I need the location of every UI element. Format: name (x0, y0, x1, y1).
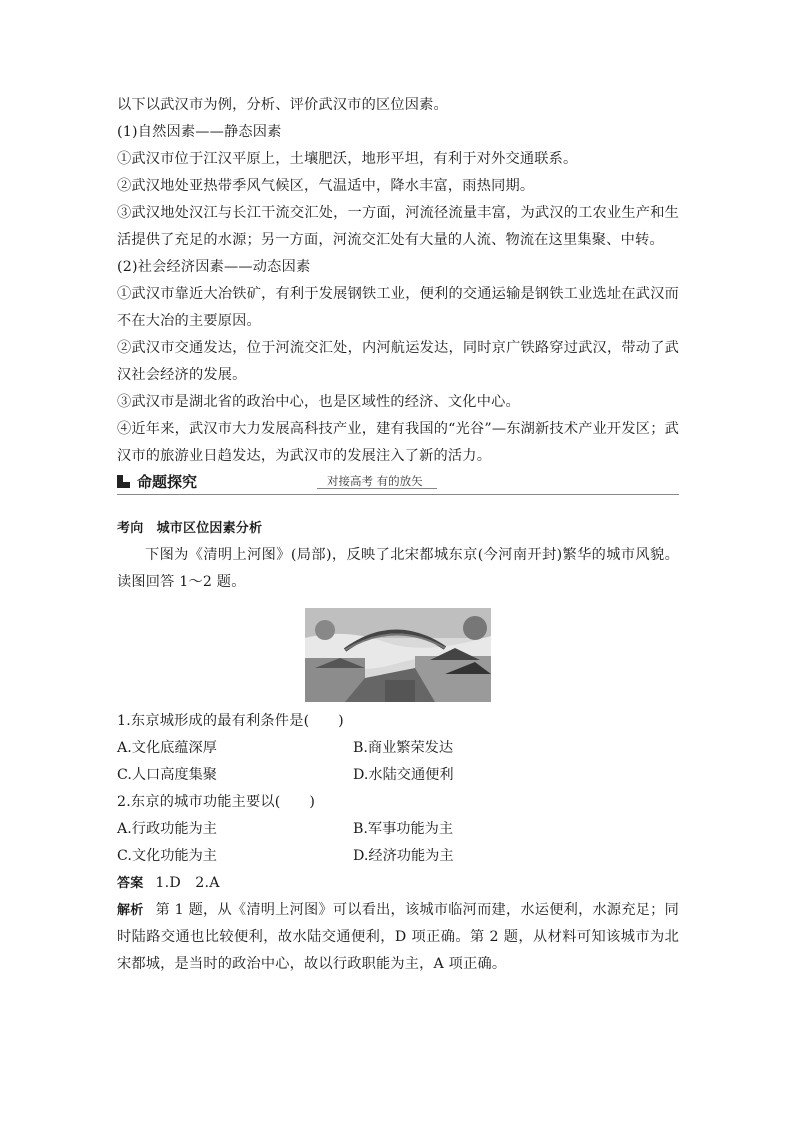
answer-line (117, 870, 679, 897)
q2-option-c[interactable]: C.文化功能为主 (117, 848, 217, 864)
q1-options-row-1 (117, 735, 679, 762)
q2-text: 2.东京的城市功能主要以( ) (117, 794, 316, 810)
social-item-2: ②武汉市交通发达，位于河流交汇处，内河航运发达，同时京广铁路穿过武汉，带动了武汉社会经济的发展。 (117, 340, 679, 383)
section-subtitle: 对接高考 有的放矢 (327, 474, 423, 488)
q1-option-b[interactable]: B.商业繁荣发达 (353, 740, 454, 756)
question-stem: 下图为《清明上河图》(局部)，反映了北宋都城东京(今河南开封)繁华的城市风貌。读图回答 1～2 题。 (117, 547, 679, 590)
social-item-1: ①武汉市靠近大冶铁矿，有利于发展钢铁工业，便利的交通运输是钢铁工业选址在武汉而不在大冶的主要原因。 (117, 286, 679, 329)
q2-option-a[interactable]: A.行政功能为主 (117, 821, 217, 837)
social-item-4: ④近年来，武汉市大力发展高科技产业，建有我国的“光谷”—东湖新技术产业开发区；武汉市的旅游业日趋发达，为武汉市的发展注入了新的活力。 (117, 421, 679, 464)
q1-options-row-2 (117, 762, 679, 789)
q1-option-d[interactable]: D.水陆交通便利 (353, 767, 454, 783)
heading-divider (317, 488, 437, 495)
analysis-paragraph (117, 897, 679, 978)
section-heading (117, 472, 679, 495)
natural-item-2: ②武汉地处亚热带季风气候区，气温适中，降水丰富，雨热同期。 (117, 178, 535, 194)
q2-option-b[interactable]: B.军事功能为主 (353, 821, 454, 837)
q1-text: 1.东京城形成的最有利条件是( ) (117, 713, 344, 729)
answer-value: 1.D 2.A (155, 875, 220, 891)
natural-heading: (1)自然因素——静态因素 (117, 124, 282, 140)
intro-lead: 以下以武汉市为例，分析、评价武汉市的区位因素。 (117, 97, 448, 113)
page-content (117, 92, 679, 978)
q2-option-d[interactable]: D.经济功能为主 (353, 848, 454, 864)
q2-options-row-1 (117, 816, 679, 843)
analysis-label: 解析 (117, 903, 144, 918)
q1-option-c[interactable]: C.人口高度集聚 (117, 767, 217, 783)
section-square-icon (117, 475, 130, 488)
natural-item-3: ③武汉地处汉江与长江干流交汇处，一方面，河流径流量丰富，为武汉的工农业生产和生活提供了充足的水源；另一方面，河流交汇处有大量的人流、物流在这里集聚、中转。 (117, 205, 679, 248)
answer-label: 答案 (117, 876, 144, 891)
q2-options-row-2 (117, 843, 679, 870)
social-item-3: ③武汉市是湖北省的政治中心，也是区域性的经济、文化中心。 (117, 394, 520, 410)
q1-option-a[interactable]: A.文化底蕴深厚 (117, 740, 217, 756)
question-topic: 考向 城市区位因素分析 (117, 521, 263, 536)
social-heading: (2)社会经济因素——动态因素 (117, 259, 311, 275)
natural-item-1: ①武汉市位于江汉平原上，土壤肥沃，地形平坦，有利于对外交通联系。 (117, 151, 578, 167)
section-title: 命题探究 (137, 473, 198, 491)
painting-illustration (305, 608, 491, 702)
analysis-text: 第 1 题，从《清明上河图》可以看出，该城市临河而建，水运便利，水源充足；同时陆路交通也比较便利，故水陆交通便利，D 项正确。第 2 题，从材料可知该城市为北宋都城，是当时的政治中心，故以行政职能为主，A 项正确。 (117, 902, 679, 972)
